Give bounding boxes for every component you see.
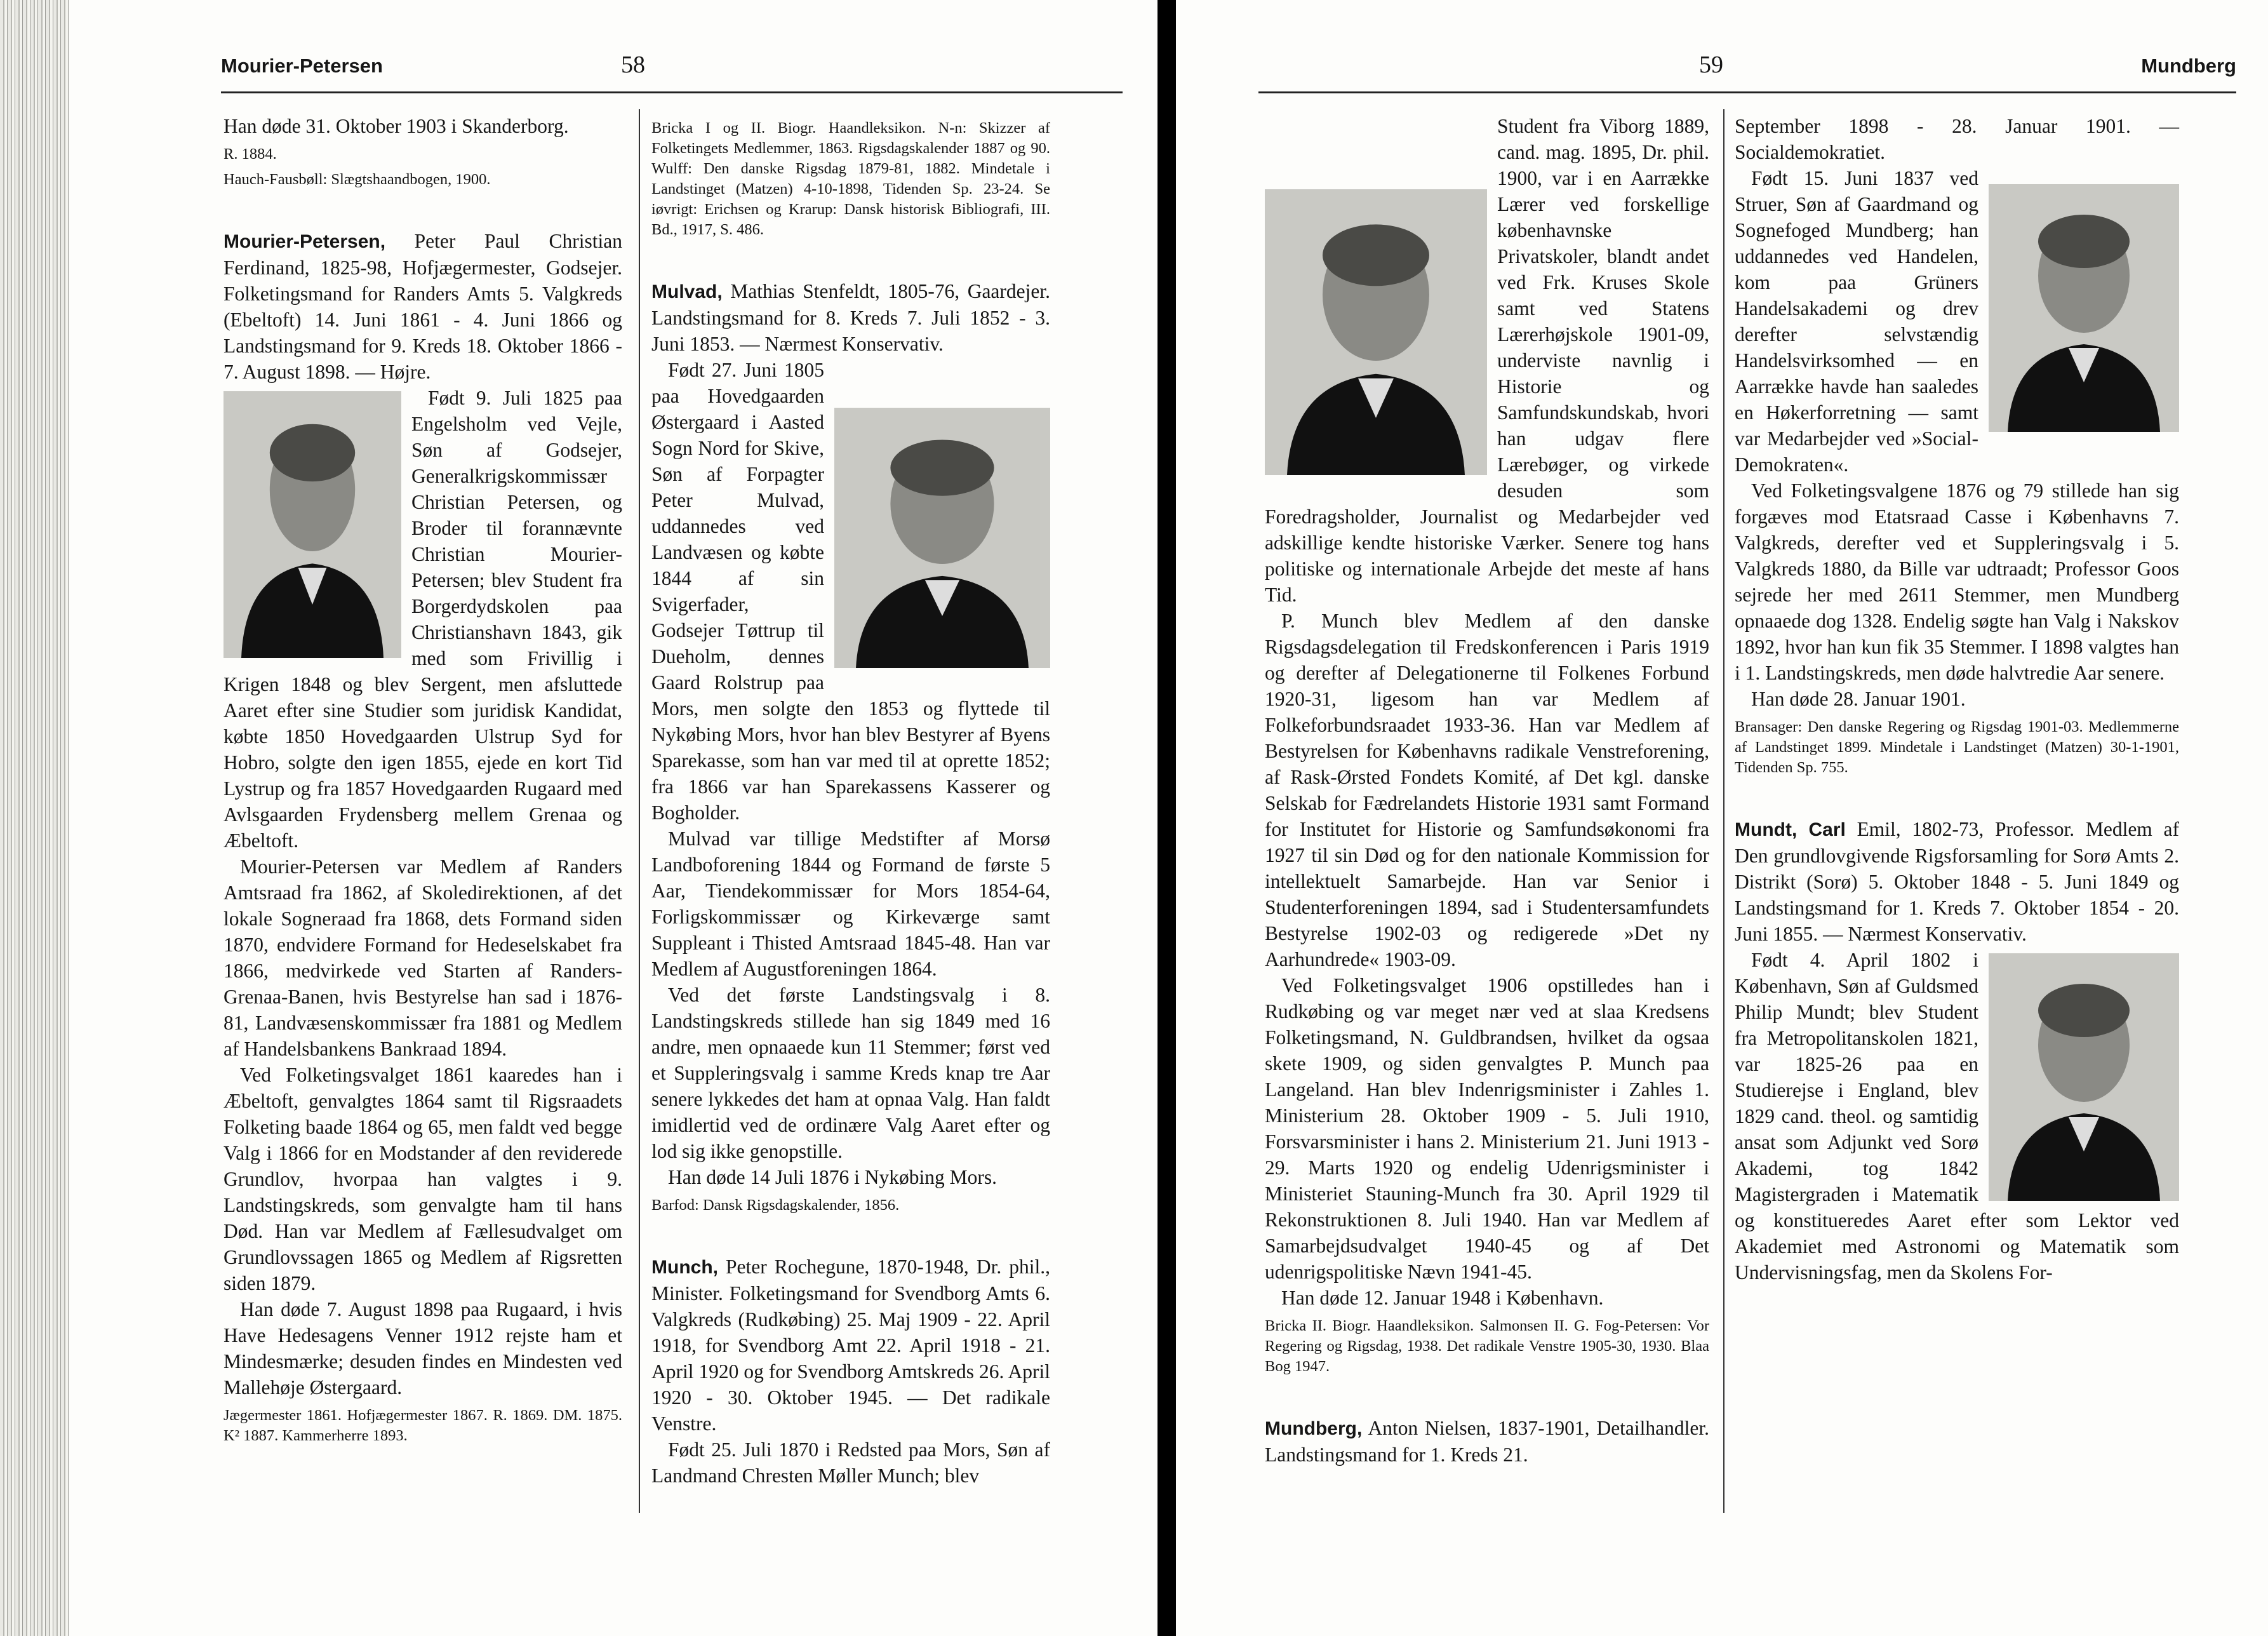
header-rule [1258, 91, 2236, 93]
body-paragraph: Ved det første Landstingsvalg i 8. Landstingskreds stillede han sig 1849 med 16 andre, men opnaaede kun 11 Stemmer; først ved et Suppleringsvalg i samme Kreds knap tre Aar senere lykkedes det ham at opnaa Valg. Han faldt imidlertid ved de ordinære Valg Aaret efter og lod sig ikke genopstille. [651, 984, 1050, 1162]
page-number: 59 [1699, 51, 1723, 78]
entry-name: Mourier-Petersen, [223, 231, 386, 252]
source-note: Bricka I og II. Biogr. Haandleksikon. N-n: Skizzer af Folketingets Medlemmer, 1863. Rigsdagskalender 1887 og 90. Wulff: Den danske Rigsdag 1879-81, 1882. Mindetale i Landstinget (Matzen) 4-10-1898, Tidenden Sp. 23-24. Se iøvrigt: Erichsen og Krarup: Dansk historisk Bibliografi, III. Bd., 1917, S. 486. [651, 119, 1050, 238]
body-paragraph: Han døde 31. Oktober 1903 i Skanderborg. [223, 115, 569, 137]
left-page [69, 0, 1157, 1636]
entry-gap [651, 245, 1050, 278]
entry-name: Mundberg, [1265, 1418, 1363, 1439]
entry-summary: Peter Rochegune, 1870-1948, Dr. phil., Minister. Folketingsmand for Svendborg Amts 6. Valgkreds (Rudkøbing) 25. Maj 1909 - 22. April 1918, for Svendborg Amt 22. April 1918 - 21. April 1920 og for Svendborg Amtskreds 26. April 1920 - 30. Oktober 1945. — Det radikale Venstre. [651, 1256, 1050, 1435]
body-paragraph: Født 25. Juli 1870 i Redsted paa Mors, Søn af Landmand Chresten Møller Munch; blev [651, 1438, 1050, 1487]
body-paragraph: Ved Folketingsvalget 1861 kaaredes han i Æbeltoft, genvalgtes 1864 samt til Rigsraadets Folketing baade 1864 og 65, men faldt ved begge Valg i 1866 for en Modstander af den reviderede Grundlov, hvorpaa han valgtes i 9. Landstingskreds, som genvalgte ham til hans Død. Han var Medlem af Fællesudvalget om Grundlovssagen 1865 og Medlem af Rigsretten siden 1879. [223, 1064, 622, 1294]
body-paragraph: Mulvad var tillige Medstifter af Morsø Landboforening 1844 og Formand de første 5 Aar, Tiendekommissær for Mors 1854-64, Forligskommissær og Kirkeværge samt Suppleant i Thisted Amtsraad 1845-48. Han var Medlem af Augustforeningen 1864. [651, 828, 1050, 980]
entry-name: Mulvad, [651, 281, 723, 302]
source-note: R. 1884. [223, 145, 277, 163]
body-paragraph: Født 27. Juni 1805 paa Hovedgaarden Østergaard i Aasted Sogn Nord for Skive, Søn af Forpagter Peter Mulvad, uddannedes ved Landvæsen og købte 1844 af sin Svigerfader, Godsejer Tøttrup til Dueholm, dennes Gaard Rolstrup paa Mors, men solgte den 1853 og flyttede til Nykøbing Mors, hvor han blev Bestyrer af Byens Sparekasse, som han var med til at oprette 1852; fra 1866 var han Sparekassens Kasserer og Bogholder. [651, 359, 1050, 824]
book-spine [1157, 0, 1176, 1636]
entry-summary: Mathias Stenfeldt, 1805-76, Gaardejer. Landstingsmand for 8. Kreds 7. Juli 1852 - 3. Juni 1853. — Nærmest Konservativ. [651, 280, 1050, 355]
entry-name: Munch, [651, 1257, 718, 1278]
portrait-mundberg [1989, 184, 2179, 432]
entry-gap [651, 1221, 1050, 1254]
left-column-1 [223, 113, 622, 1451]
page-number: 58 [621, 51, 645, 78]
page-edge-stack [0, 0, 69, 1636]
body-paragraph: Han døde 7. August 1898 paa Rugaard, i hvis Have Hedesagens Venner 1912 rejste ham et Mindesmærke; desuden findes en Mindesten ved Mallehøje Østergaard. [223, 1298, 622, 1398]
right-column-2 [1735, 113, 2179, 1285]
entry-heading [651, 1254, 1050, 1437]
entry-summary: Peter Paul Christian Ferdinand, 1825-98, Hofjægermester, Godsejer. Folketingsmand for Randers Amts 5. Valgkreds (Ebeltoft) 14. Juni 1861 - 4. Juni 1866 og Landstingsmand for 9. Kreds 18. Oktober 1866 - 7. August 1898. — Højre. [223, 230, 622, 383]
body-paragraph: September 1898 - 28. Januar 1901. — Socialdemokratiet. [1735, 115, 2179, 163]
entry-gap [1735, 783, 2179, 816]
left-column-2 [651, 113, 1050, 1489]
source-note: Barfod: Dansk Rigsdagskalender, 1856. [651, 1197, 900, 1214]
running-head-name: Mourier-Petersen [221, 55, 383, 77]
source-note: Bricka II. Biogr. Haandleksikon. Salmonsen II. G. Fog-Petersen: Vor Regering og Rigsdag, 1938. Det radikale Venstre 1905-30, 1930. Blaa Bog 1947. [1265, 1317, 1709, 1375]
entry-summary: Anton Nielsen, 1837-1901, Detailhandler. Landstingsmand for 1. Kreds 21. [1265, 1417, 1709, 1466]
body-paragraph: Født 4. April 1802 i København, Søn af Guldsmed Philip Mundt; blev Student fra Metropolitanskolen 1821, var 1825-26 paa en Studierejse i England, blev 1829 cand. theol. og samtidig ansat som Adjunkt ved Sorø Akademi, tog 1842 Magistergraden i Matematik og konstitueredes Aaret efter som Lektor ved Akademiet med Astronomi og Matematik som Undervisningsfag, men da Skolens For- [1735, 949, 2179, 1284]
entry-heading [1735, 816, 2179, 947]
body-paragraph: Ved Folketingsvalget 1906 opstilledes han i Rudkøbing og var meget nær ved at slaa Kredsens Folketingsmand, N. Guldbrandsen, hvilket da ogsaa skete 1909, og siden genvalgtes P. Munch paa Langeland. Han blev Indenrigsminister i Zahles 1. Ministerium 28. Oktober 1909 - 5. Juli 1910, Forsvarsminister i hans 2. Ministerium 21. Juni 1913 - 29. Marts 1920 og endelig Udenrigsminister i Ministeriet Stauning-Munch fra 30. April 1929 til Rekonstruktionen 8. Juli 1940. Han var Medlem af Samarbejdsudvalget 1940-45 og af Det udenrigspolitiske Nævn 1941-45. [1265, 974, 1709, 1283]
column-divider [1723, 109, 1724, 1513]
source-note: Jægermester 1861. Hofjægermester 1867. R. 1869. DM. 1875. K² 1887. Kammerherre 1893. [223, 1407, 622, 1444]
right-column-1 [1265, 113, 1709, 1468]
source-note: Hauch-Fausbøll: Slægtshaandbogen, 1900. [223, 171, 491, 188]
entry-gap [1265, 1382, 1709, 1415]
body-paragraph: Ved Folketingsvalgene 1876 og 79 stillede han sig forgæves mod Etatsraad Casse i Københavns 7. Valgkreds, derefter ved et Suppleringsvalg i 5. Valgkreds 1880, da Bille var udtraadt; Professor Goos sejrede her med 2611 Stemmer, men Mundberg opnaaede dog 1328. Endelig søgte han Valg i Nakskov 1892, hvor han kun fik 35 Stemmer. I 1898 valgtes han i 1. Landstingskreds, men døde halvtredie Aar senere. [1735, 479, 2179, 684]
body-paragraph: Han døde 14 Juli 1876 i Nykøbing Mors. [668, 1166, 997, 1188]
portrait-munch [1265, 189, 1487, 475]
body-paragraph: Født 15. Juni 1837 ved Struer, Søn af Gaardmand og Sognefoged Mundberg; han uddannedes ved Handelen, kom paa Grüners Handelsakademi og drev derefter selvstændig Handelsvirksomhed — en Aarrække havde han saaledes en Høkerforretning — samt var Medarbejder ved »Social-Demokraten«. [1735, 167, 1978, 476]
portrait-mulvad [834, 408, 1050, 668]
entry-name: Mundt, Carl [1735, 819, 1846, 840]
body-paragraph: Han døde 12. Januar 1948 i København. [1281, 1287, 1604, 1309]
right-page [1176, 0, 2268, 1636]
source-note: Bransager: Den danske Regering og Rigsdag 1901-03. Medlemmerne af Landstinget 1899. Mindetale i Landstinget (Matzen) 30-1-1901, Tidenden Sp. 755. [1735, 718, 2179, 776]
body-paragraph: Student fra Viborg 1889, cand. mag. 1895, Dr. phil. 1900, var i en Aarrække Lærer ved forskellige københavnske Privatskoler, blandt andet ved Frk. Kruses Skole samt ved Statens Lærerhøjskole 1901-09, underviste navnlig i Historie og Samfundskundskab, hvori han udgav flere Lærebøger, og virkede desuden som Foredragsholder, Journalist og Medarbejder ved adskillige kendte historiske Værker. Senere tog hans politiske og internationale Arbejde det meste af hans Tid. [1265, 115, 1709, 606]
entry-heading [651, 278, 1050, 357]
entry-heading [223, 228, 622, 385]
entry-heading [1265, 1415, 1709, 1468]
entry-summary: Emil, 1802-73, Professor. Medlem af Den grundlovgivende Rigsforsamling for Sorø Amts 2. Distrikt (Sorø) 5. Oktober 1848 - 5. Juni 1849 og Landstingsmand for 1. Kreds 7. Oktober 1854 - 20. Juni 1855. — Nærmest Konservativ. [1735, 818, 2179, 945]
column-divider [639, 109, 640, 1513]
running-head-name: Mundberg [2141, 55, 2236, 77]
entry-gap [223, 195, 622, 228]
portrait-mourier-petersen [223, 391, 401, 658]
body-paragraph: Mourier-Petersen var Medlem af Randers Amtsraad fra 1862, af Skoledirektionen, af det lokale Sogneraad fra 1868, dets Formand siden 1870, endvidere Formand for Hedeselskabet fra 1866, medvirkede ved Starten af Randers-Grenaa-Banen, hvis Bestyrelse han sad i 1876-81, Landvæsenskommissær fra 1881 og Medlem af Handelsbankens Bankraad 1894. [223, 855, 622, 1060]
body-paragraph: Født 9. Juli 1825 paa Engelsholm ved Vejle, Søn af Godsejer, Generalkrigskommissær Christian Petersen, og Broder til forannævnte Christian Mourier-Petersen; blev Student fra Borgerdydskolen paa Christianshavn 1843, gik med som Frivillig i Krigen 1848 og blev Sergent, men afsluttede Aaret efter sine Studier som juridisk Kandidat, købte 1850 Hovedgaarden Ulstrup Syd for Hobro, solgte den igen 1855, ejede en kort Tid Lystrup og fra 1857 Hovedgaarden Rugaard med Avlsgaarden Frydensberg mellem Grenaa og Æbeltoft. [223, 387, 622, 852]
body-paragraph: Han døde 28. Januar 1901. [1751, 688, 1966, 710]
portrait-mundt [1989, 953, 2179, 1201]
header-rule [221, 91, 1123, 93]
body-paragraph: P. Munch blev Medlem af den danske Rigsdagsdelegation til Fredskonferencen i Paris 1919 og derefter af Delegationerne til Folkenes Forbund 1920-31, ligesom han var Medlem af Folkeforbundsraadet 1933-36. Han var Medlem af Bestyrelsen for Københavns radikale Venstreforening, af Rask-Ørsted Fondets Komité, af Det kgl. danske Selskab for Fædrelandets Historie 1931 samt Formand for Institutet for Historie og Samfundsøkonomi fra 1927 til sin Død og for den nationale Kommission for intellektuelt Samarbejde. Han var Senior i Studenterforeningen 1894, sad i Studentersamfundets Bestyrelse 1902-03 og redigerede »Det ny Aarhundrede« 1903-09. [1265, 610, 1709, 970]
